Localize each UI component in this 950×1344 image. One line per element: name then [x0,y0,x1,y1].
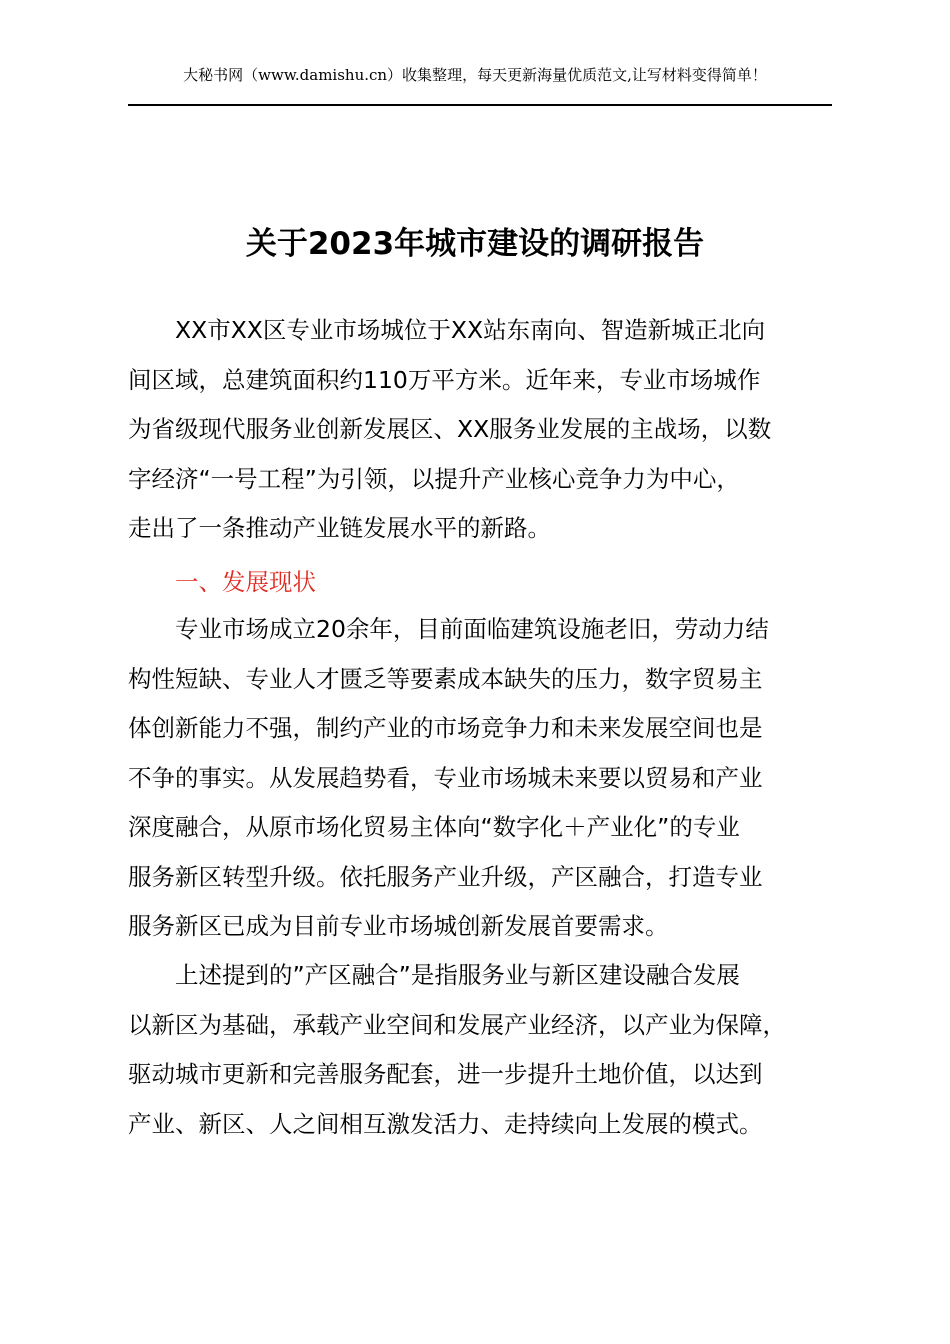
paragraph-line: 走出了一条推动产业链发展水平的新路。 [128,514,551,542]
paragraph-line: XX市XX区专业市场城位于XX站东南向、智造新城正北向 [175,316,766,344]
paragraph-intro [128,306,832,554]
paragraph-integration [128,951,832,1149]
header-divider [128,104,832,106]
paragraph-line: 深度融合，从原市场化贸易主体向“数字化＋产业化”的专业 [128,813,740,841]
header-note: 大秘书网（www.damishu.cn）收集整理，每天更新海量优质范文,让写材料变得简单！ [183,66,767,84]
paragraph-status [128,605,832,952]
section-heading: 一、发展现状 [175,568,316,596]
document-title: 关于2023年城市建设的调研报告 [245,226,705,262]
paragraph-line: 服务新区已成为目前专业市场城创新发展首要需求。 [128,912,669,940]
paragraph-line: 间区域，总建筑面积约110万平方米。近年来，专业市场城作 [128,365,761,394]
paragraph-line: 产业、新区、人之间相互激发活力、走持续向上发展的模式。 [128,1109,763,1138]
paragraph-line: 服务新区转型升级。依托服务产业升级，产区融合，打造专业 [128,862,763,891]
paragraph-line: 体创新能力不强，制约产业的市场竞争力和未来发展空间也是 [128,714,763,742]
paragraph-line: 驱动城市更新和完善服务配套，进一步提升土地价值，以达到 [128,1060,763,1088]
paragraph-line: 构性短缺、专业人才匮乏等要素成本缺失的压力，数字贸易主 [128,664,763,693]
paragraph-line: 以新区为基础，承载产业空间和发展产业经济，以产业为保障， [128,1010,786,1039]
paragraph-line: 为省级现代服务业创新发展区、XX服务业发展的主战场，以数 [128,415,772,443]
paragraph-line: 字经济“一号工程”为引领，以提升产业核心竞争力为中心， [128,464,740,493]
paragraph-line: 专业市场成立20余年，目前面临建筑设施老旧，劳动力结 [175,615,769,643]
paragraph-line: 上述提到的”产区融合”是指服务业与新区建设融合发展 [175,961,740,989]
paragraph-line: 不争的事实。从发展趋势看，专业市场城未来要以贸易和产业 [128,763,763,792]
